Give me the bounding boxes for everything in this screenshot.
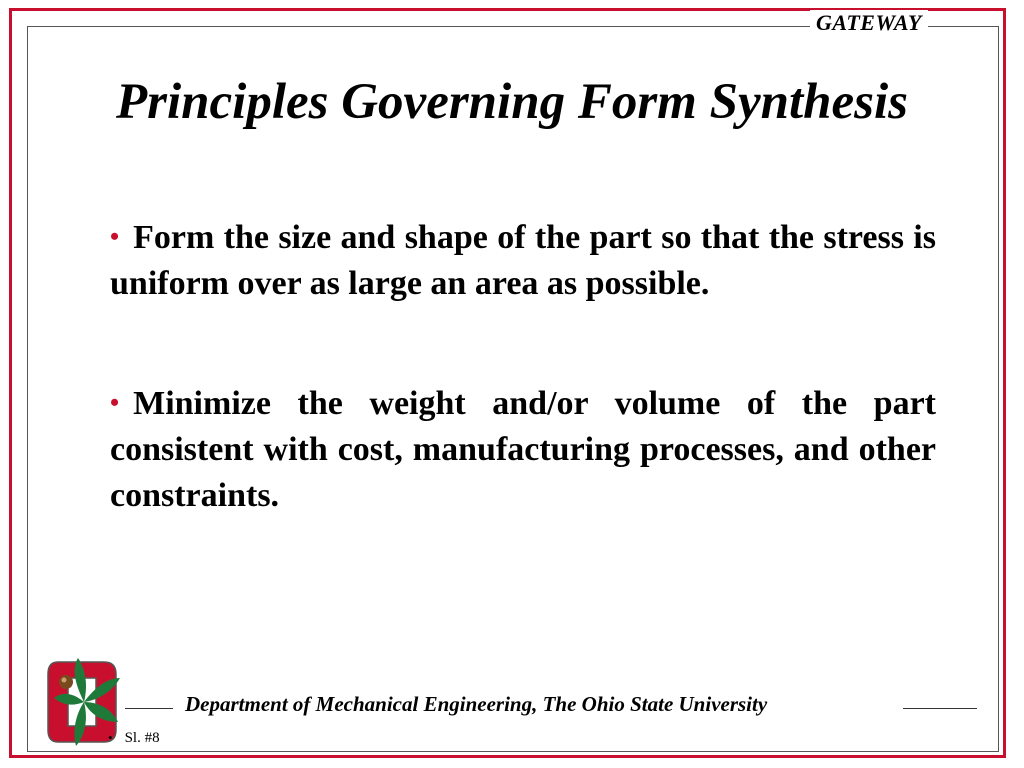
- bullet-icon: •: [110, 388, 120, 417]
- bullet-icon: •: [110, 222, 120, 251]
- slide-title: Principles Governing Form Synthesis: [115, 74, 909, 130]
- slide-number-text: Sl. #8: [124, 730, 160, 746]
- footer-bullet-icon: •: [108, 730, 113, 745]
- bullet-list: [110, 214, 936, 519]
- footer-rule-right: [903, 708, 977, 709]
- bullet-text-2: Minimize the weight and/or volume of the part consistent with cost, manufacturing processes, and other constraints.: [110, 385, 936, 514]
- footer-rule-left: [125, 708, 173, 709]
- slide-number: [108, 729, 160, 747]
- footer-department: Department of Mechanical Engineering, The Ohio State University: [185, 692, 768, 716]
- bullet-item-1: [110, 214, 936, 307]
- bullet-item-2: [110, 380, 936, 519]
- bullet-text-1: Form the size and shape of the part so that the stress is uniform over as large an area as possible.: [110, 219, 936, 302]
- gateway-badge: GATEWAY: [810, 10, 928, 36]
